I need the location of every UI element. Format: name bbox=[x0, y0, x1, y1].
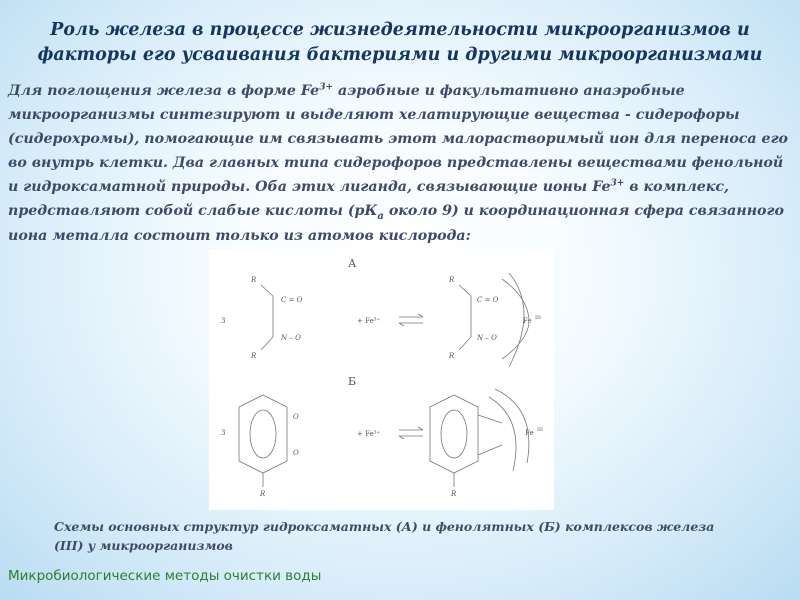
slide-title: Роль железа в процессе жизнедеятельности микроорганизмов и факторы его усваивания бактериями и другими микроорганизмами bbox=[37, 20, 763, 65]
product-a-r-bottom: R bbox=[449, 352, 455, 360]
pka-subscript: а bbox=[377, 211, 384, 223]
charge-superscript-2: 3+ bbox=[610, 178, 625, 189]
scheme-a-r-bottom: R bbox=[251, 352, 257, 360]
scheme-a-carbonyl: C = O bbox=[281, 296, 303, 304]
paragraph-part-3: в комплекс, представляют собой слабые кислоты (рК bbox=[8, 179, 729, 220]
scheme-b-oxygen-bottom: O bbox=[293, 449, 299, 457]
chemical-scheme-svg bbox=[209, 249, 554, 510]
product-a-nitroxide: N – O bbox=[477, 334, 497, 342]
charge-superscript-1: 3+ bbox=[319, 82, 334, 93]
product-b-iron-oxidation: III bbox=[537, 427, 543, 433]
product-a-iron-oxidation: III bbox=[535, 315, 541, 321]
product-a-carbonyl: C = O bbox=[477, 296, 499, 304]
product-b-r: R bbox=[451, 490, 457, 498]
figure-caption: Схемы основных структур гидроксаматных (А) и фенолятных (Б) комплексов железа (III) у микроорганизмов bbox=[54, 519, 715, 553]
scheme-b-label: Б bbox=[348, 375, 357, 388]
scheme-b-r: R bbox=[260, 490, 266, 498]
scheme-a-r-top: R bbox=[251, 276, 257, 284]
product-a-r-top: R bbox=[449, 276, 455, 284]
chemical-scheme-figure bbox=[209, 249, 554, 510]
scheme-a-coefficient: 3 bbox=[221, 317, 226, 325]
body-paragraph bbox=[8, 79, 794, 248]
scheme-a-nitroxide: N – O bbox=[281, 334, 301, 342]
scheme-b-reagent: + Fe³⁺ bbox=[357, 430, 381, 438]
scheme-a-reagent: + Fe³⁺ bbox=[357, 317, 381, 325]
product-a-iron: Fe bbox=[523, 317, 532, 325]
footer-text: Микробиологические методы очистки воды bbox=[8, 568, 322, 584]
scheme-b-oxygen-top: O bbox=[293, 413, 299, 421]
paragraph-part-2: аэробные и факультативно анаэробные микроорганизмы синтезируют и выделяют хелатирующие вещества - сидерофоры (сидерохромы), помогающие им связывать этот малорастворимый ион для переноса его во внутрь клетки. Два главных типа сидерофоров представлены веществами фенольной и гидроксаматной природы. Оба этих лиганда, связывающие ионы Fe bbox=[8, 83, 789, 196]
paragraph-part-1: Для поглощения железа в форме Fe bbox=[8, 83, 320, 99]
scheme-a-label: А bbox=[348, 257, 357, 270]
paragraph-part-4: около 9) и координационная сфера связанного иона металла состоит только из атомов кислорода: bbox=[8, 203, 784, 244]
product-b-iron: Fe bbox=[525, 429, 534, 437]
scheme-b-coefficient: 3 bbox=[221, 429, 226, 437]
